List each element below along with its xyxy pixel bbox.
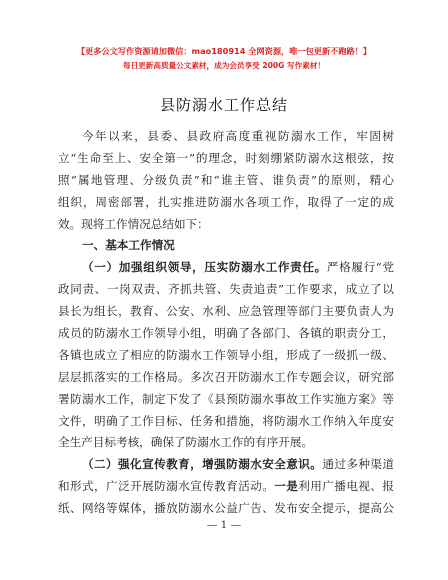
item1-line: 县长为组长，教育、公安、水利、应急管理等部门主要负责人为	[58, 304, 394, 319]
promo-banner-line2: 每日更新高质量公文素材，成为会员享受 200G 写作素材！	[122, 61, 326, 70]
intro-line: 照“属地管理、分级负责”和“谁主管、谁负责”的原则，精心	[58, 172, 394, 187]
promo-banner-line1: 【更多公文写作资源请加微信：mao180914 全网资源，唯一包更新不跑路！】	[76, 46, 372, 56]
item2-line-text: 和形式，广泛开展防溺水宣传教育活动。	[58, 479, 275, 494]
item1-line: 署防溺水工作，制定下发了《县预防溺水事故工作实施方案》等	[58, 391, 394, 406]
intro-line: 组织，周密部署，扎实推进防溺水各项工作，取得了一定的成	[58, 194, 394, 209]
item2-line: 纸、网络等媒体，播放防溺水公益广告、发布安全提示，提高公	[58, 501, 394, 516]
intro-line: 效。现将工作情况总结如下：	[58, 216, 209, 231]
intro-line: 立“生命至上、安全第一”的理念，时刻绷紧防溺水这根弦，按	[58, 150, 394, 165]
page-number: — 1 —	[206, 519, 242, 531]
item2-line	[58, 476, 394, 498]
item1-lead-line	[58, 257, 394, 279]
item2-line-rest: 利用广播电视、报	[298, 479, 394, 494]
section-heading: 一、基本工作情况	[82, 238, 175, 253]
item1-line: 成员的防溺水工作领导小组，明确了各部门、各镇的职责分工，	[58, 326, 394, 341]
item1-line: 文件，明确了工作目标、任务和措施，将防溺水工作纳入年度安	[58, 413, 394, 428]
item2-lead-line	[58, 454, 394, 476]
item2-lead-bold: （二）强化宣传教育，增强防溺水安全意识。	[82, 457, 323, 472]
item1-lead-rest: 严格履行“党	[326, 260, 394, 275]
document-body	[58, 126, 394, 520]
document-title: 县防溺水工作总结	[159, 96, 288, 114]
item1-line: 全生产目标考核，确保了防溺水工作的有序开展。	[58, 435, 314, 450]
item1-line: 政同责、一岗双责、齐抓共管、失责追责”工作要求，成立了以	[58, 282, 394, 297]
item1-line: 层层抓落实的工作格局。多次召开防溺水工作专题会议，研究部	[58, 369, 394, 384]
item1-line: 各镇也成立了相应的防溺水工作领导小组，形成了一级抓一级、	[58, 347, 394, 362]
item2-lead-rest: 通过多种渠道	[322, 457, 394, 472]
intro-line: 今年以来，县委、县政府高度重视防溺水工作，牢固树	[82, 129, 394, 143]
item2-bold-marker: 一是	[274, 479, 299, 494]
item1-lead-bold: （一）加强组织领导，压实防溺水工作责任。	[82, 260, 327, 275]
